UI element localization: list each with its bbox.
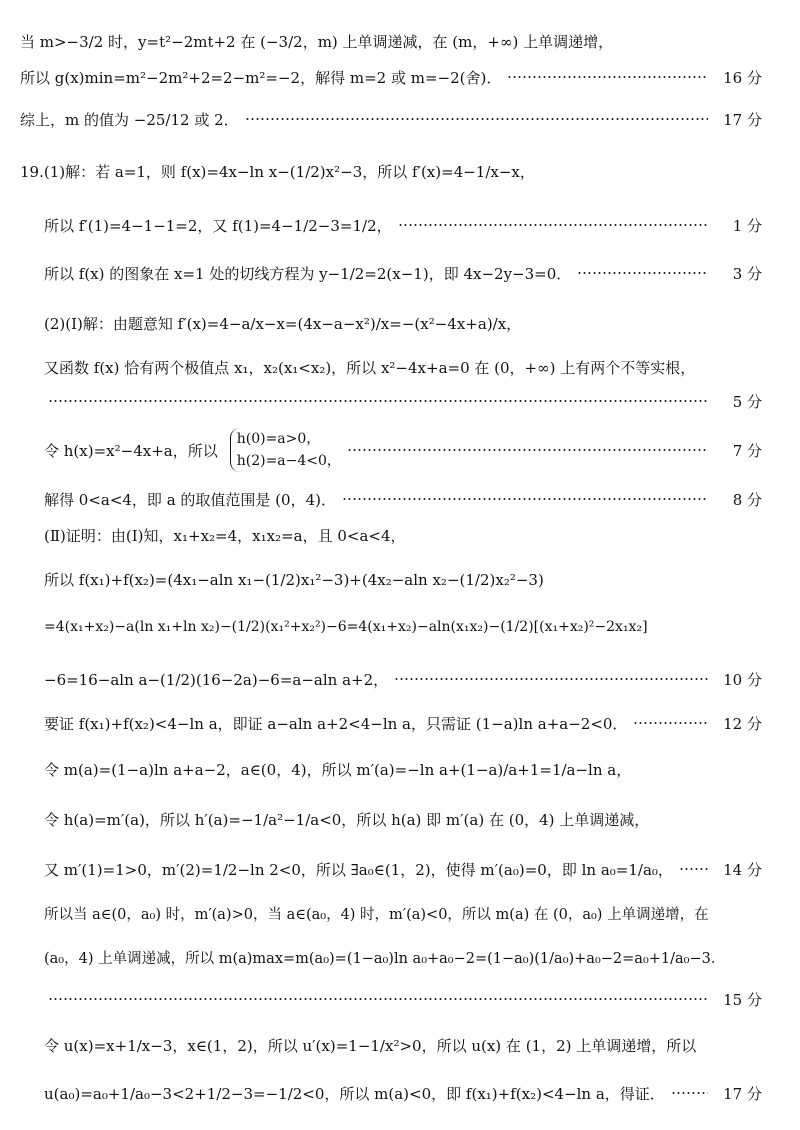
- solution-line: [0, 484, 800, 514]
- solution-line: [0, 564, 800, 594]
- solution-line: [0, 708, 800, 738]
- solution-line: [0, 352, 800, 382]
- solution-line: [0, 1078, 800, 1108]
- score-label: 3 分: [732, 264, 762, 283]
- score-label: 5 分: [732, 392, 762, 411]
- system-row: h(0)=a>0，: [236, 431, 321, 447]
- solution-line: [0, 308, 800, 338]
- solution-line: [0, 26, 800, 56]
- solution-line: [0, 898, 800, 928]
- score-label: 16 分: [723, 68, 762, 87]
- score-label: 8 分: [732, 490, 762, 509]
- dot-leader: [394, 678, 708, 680]
- dot-leader: [679, 868, 708, 870]
- score-label: 12 分: [723, 714, 762, 733]
- solution-line: [0, 664, 800, 694]
- score-label: 1 分: [732, 216, 762, 235]
- dot-leader: [507, 76, 708, 78]
- line-text: 当 m>−3/2 时，y=t²−2mt+2 在 (−3/2，m) 上单调递减，在 (m，+∞) 上单调递增，: [20, 32, 614, 51]
- solution-line: [0, 612, 800, 642]
- dot-leader: [577, 272, 708, 274]
- line-text: 令 u(x)=x+1/x−3，x∈(1，2)，所以 u′(x)=1−1/x²>0，所以 u(x) 在 (1，2) 上单调递增，所以: [44, 1036, 697, 1055]
- dot-leader: [633, 722, 708, 724]
- solution-line: [0, 156, 800, 186]
- score-label: 17 分: [723, 1084, 762, 1103]
- line-text: u(a₀)=a₀+1/a₀−3<2+1/2−3=−1/2<0，所以 m(a)<0，即 f(x₁)+f(x₂)<4−ln a，得证．: [44, 1084, 665, 1103]
- line-text: 令 m(a)=(1−a)ln a+a−2，a∈(0，4)，所以 m′(a)=−ln a+(1−a)/a+1=1/a−ln a，: [44, 760, 632, 779]
- dot-leader: [245, 118, 708, 120]
- solution-line: [0, 804, 800, 834]
- solution-line: [0, 854, 800, 884]
- inequality-system: [230, 428, 341, 472]
- line-text: 综上，m 的值为 −25/12 或 2．: [20, 110, 239, 129]
- score-label: 10 分: [723, 670, 762, 689]
- solution-line: [0, 386, 800, 416]
- line-text: (Ⅱ)证明：由(Ⅰ)知，x₁+x₂=4，x₁x₂=a，且 0<a<4，: [44, 526, 406, 545]
- system-row: h(2)=a−4<0，: [236, 453, 341, 469]
- score-label: 15 分: [723, 990, 762, 1009]
- solution-line: [0, 210, 800, 240]
- score-label: 14 分: [723, 860, 762, 879]
- line-text: 又 m′(1)=1>0，m′(2)=1/2−ln 2<0，所以 ∃a₀∈(1，2)，使得 m′(a₀)=0，即 ln a₀=1/a₀，: [44, 860, 673, 879]
- solution-line: [0, 258, 800, 288]
- line-text: 所以 f(x₁)+f(x₂)=(4x₁−aln x₁−(1/2)x₁²−3)+(4x₂−aln x₂−(1/2)x₂²−3): [44, 570, 544, 589]
- score-label: 7 分: [732, 441, 762, 460]
- solution-line: [0, 520, 800, 550]
- solution-line: [0, 942, 800, 972]
- dot-leader: [48, 400, 708, 402]
- line-text: =4(x₁+x₂)−a(ln x₁+ln x₂)−(1/2)(x₁²+x₂²)−6=4(x₁+x₂)−aln(x₁x₂)−(1/2)[(x₁+x₂)²−2x₁x₂]: [44, 619, 648, 635]
- line-text: (2)(Ⅰ)解：由题意知 f′(x)=4−a/x−x=(4x−a−x²)/x=−(x²−4x+a)/x，: [44, 314, 522, 333]
- line-text: 所以 g(x)min=m²−2m²+2=2−m²=−2，解得 m=2 或 m=−2(舍)．: [20, 68, 502, 87]
- solution-line: [0, 104, 800, 134]
- solution-line: [0, 754, 800, 784]
- solution-line: [0, 1030, 800, 1060]
- line-text: −6=16−aln a−(1/2)(16−2a)−6=a−aln a+2，: [44, 670, 389, 689]
- dot-leader: [398, 224, 708, 226]
- line-text: 令 h(a)=m′(a)，所以 h′(a)=−1/a²−1/a<0，所以 h(a) 即 m′(a) 在 (0，4) 上单调递减，: [44, 810, 650, 829]
- solution-line: [0, 984, 800, 1014]
- line-text: 又函数 f(x) 恰有两个极值点 x₁，x₂(x₁<x₂)，所以 x²−4x+a=0 在 (0，+∞) 上有两个不等实根，: [44, 358, 696, 377]
- score-label: 17 分: [723, 110, 762, 129]
- solution-line: [0, 62, 800, 92]
- dot-leader: [48, 998, 708, 1000]
- dot-leader: [671, 1092, 708, 1094]
- solution-line: [0, 431, 800, 469]
- line-text: 所以 f′(1)=4−1−1=2，又 f(1)=4−1/2−3=1/2，: [44, 216, 392, 235]
- line-text: 令 h(x)=x²−4x+a，所以: [44, 441, 218, 460]
- line-text: 19.(1)解：若 a=1，则 f(x)=4x−ln x−(1/2)x²−3，所以 f′(x)=4−1/x−x，: [20, 162, 535, 181]
- line-text: 所以 f(x) 的图象在 x=1 处的切线方程为 y−1/2=2(x−1)，即 4x−2y−3=0．: [44, 264, 572, 283]
- dot-leader: [342, 498, 708, 500]
- dot-leader: [347, 449, 708, 451]
- line-text: 所以当 a∈(0，a₀) 时，m′(a)>0，当 a∈(a₀，4) 时，m′(a)<0，所以 m(a) 在 (0，a₀) 上单调递增，在: [44, 906, 709, 923]
- line-text: 解得 0<a<4，即 a 的取值范围是 (0，4)．: [44, 490, 336, 509]
- line-text: (a₀，4) 上单调递减，所以 m(a)max=m(a₀)=(1−a₀)ln a₀+a₀−2=(1−a₀)(1/a₀)+a₀−2=a₀+1/a₀−3．: [44, 950, 726, 967]
- line-text: 要证 f(x₁)+f(x₂)<4−ln a，即证 a−aln a+2<4−ln a，只需证 (1−a)ln a+a−2<0．: [44, 714, 628, 733]
